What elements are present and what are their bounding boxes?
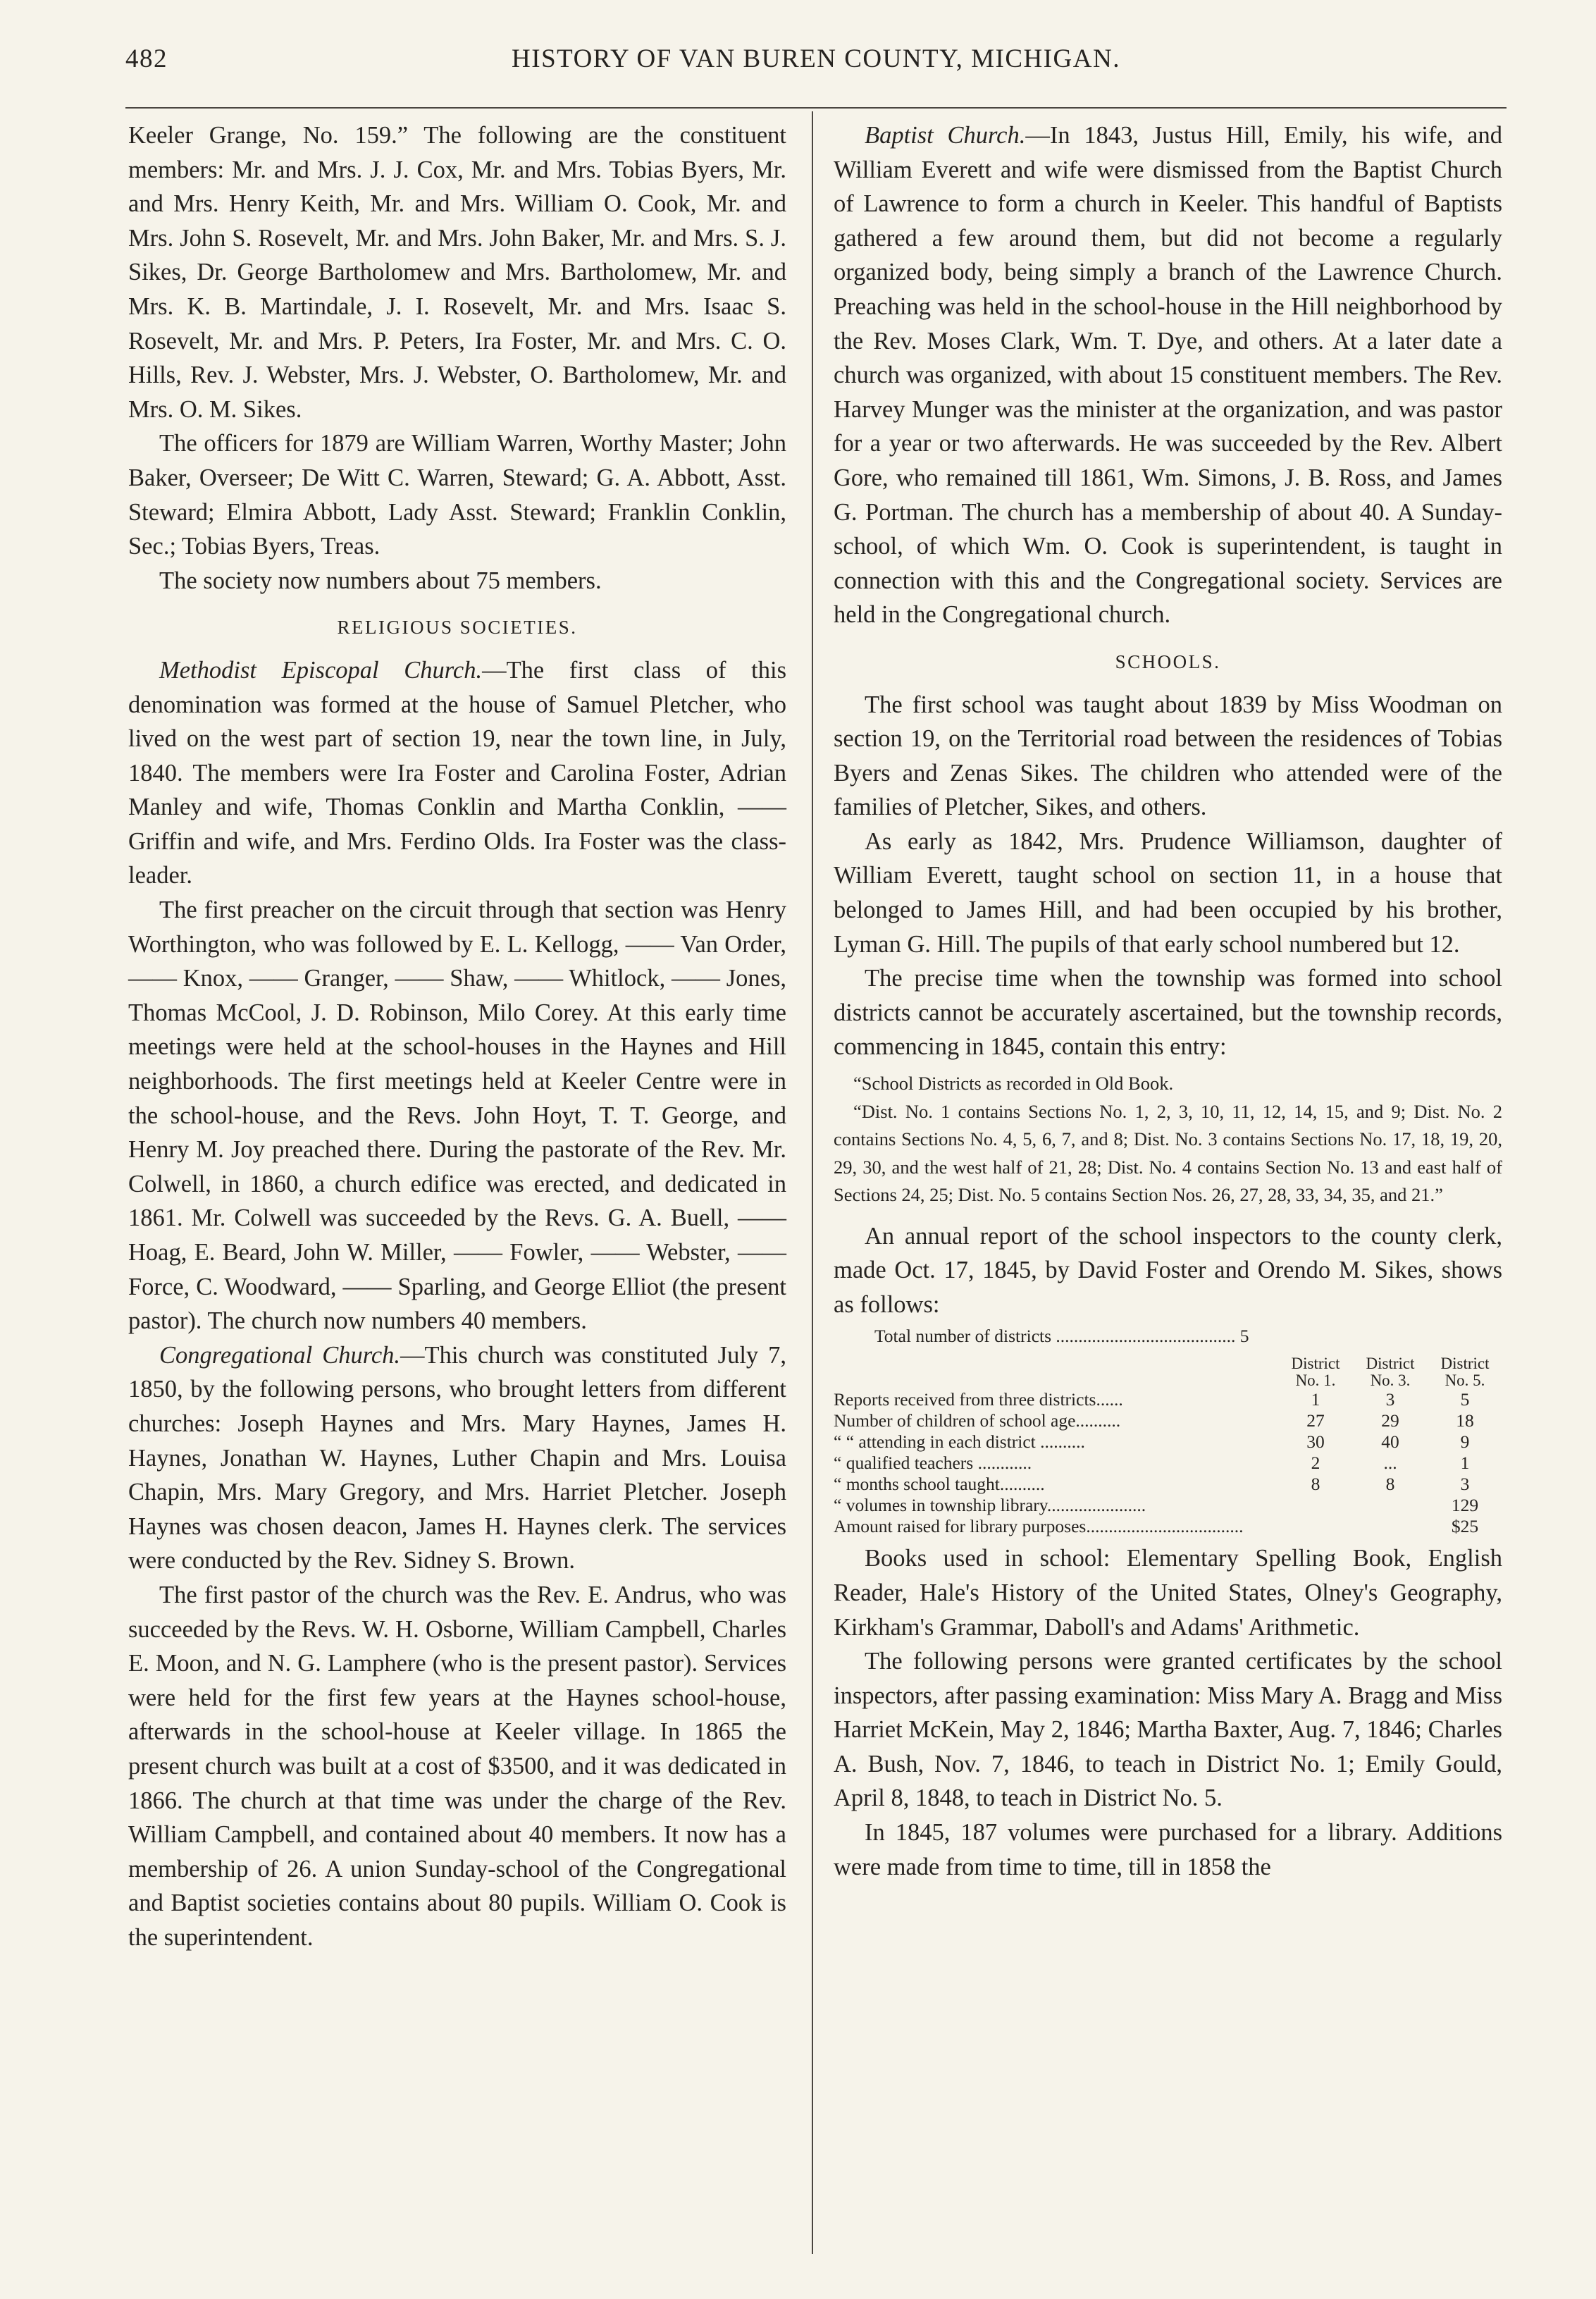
- cell-value: 27: [1306, 1410, 1325, 1431]
- quote-heading: “School Districts as recorded in Old Book.: [853, 1073, 1174, 1095]
- congregational-text: —This church was constituted July 7, 1850, by the following persons, who brought letters from different churches: Joseph Haynes and Mrs. Mary Haynes, James H. Haynes, Jonathan W. Haynes, Luther Chapin and Mrs. Louisa Chapin, Mrs. Mary Gregory, and Mrs. Harriet Pletcher. Joseph Haynes was chosen deacon, James H. Haynes clerk. The services were conducted by the Rev. Sidney S. Brown.: [128, 1341, 786, 1574]
- library-paragraph: In 1845, 187 volumes were purchased for a library. Additions were made from time to time, till in 1858 the: [834, 1819, 1502, 1880]
- table-row: [834, 1389, 1502, 1410]
- cell-value: 1: [1460, 1453, 1470, 1474]
- cell-value: ...: [1383, 1453, 1397, 1474]
- column-divider: [812, 111, 813, 2254]
- table-row: [834, 1410, 1502, 1431]
- congregational-pastors-paragraph: The first pastor of the church was the Rev. E. Andrus, who was succeeded by the Revs. W. H. Osborne, William Campbell, Charles E. Moon, and N. G. Lamphere (who is the present pastor). Services were held for the first few years at the Haynes school-house, afterwards in the school-house at Keeler village. In 1865 the present church was built at a cost of $3500, and it was dedicated in 1866. The church at that time was under the charge of the Rev. William Campbell, and contained about 40 members. It now has a membership of 26. A union Sunday-school of the Congregational and Baptist societies contains about 80 pupils. William O. Cook is the superintendent.: [128, 1581, 786, 1951]
- page-header: [125, 44, 1507, 86]
- certificates-paragraph: The following persons were granted certificates by the school inspectors, after passing examination: Miss Mary A. Bragg and Miss Harriet McKein, May 2, 1846; Martha Baxter, Aug. 7, 1846; Charles A. Bush, Nov. 7, 1846, to teach in District No. 1; Emily Gould, April 8, 1848, to teach in District No. 5.: [834, 1648, 1502, 1812]
- row-label: “ “ attending in each district ..........: [834, 1431, 1085, 1453]
- cell-value: 3: [1460, 1474, 1470, 1495]
- left-column: [128, 118, 786, 1954]
- religious-societies-heading: RELIGIOUS SOCIETIES.: [337, 617, 578, 639]
- cell-value: 18: [1456, 1410, 1474, 1431]
- cell-value: 30: [1306, 1431, 1325, 1453]
- cell-value: 9: [1460, 1431, 1470, 1453]
- grange-officers-paragraph: The officers for 1879 are William Warren, Worthy Master; John Baker, Overseer; De Witt C. Warren, Steward; G. A. Abbott, Asst. Steward; Elmira Abbott, Lady Asst. Steward; Franklin Conklin, Sec.; Tobias Byers, Treas.: [128, 430, 786, 560]
- baptist-paragraph: [834, 118, 1502, 632]
- early-school-paragraph: As early as 1842, Mrs. Prudence Williamson, daughter of William Everett, taught school on section 11, in a house that belonged to James Hill, and had been occupied by his brother, Lyman G. Hill. The pupils of that early school numbered but 12.: [834, 827, 1502, 958]
- first-school-paragraph: The first school was taught about 1839 by Miss Woodman on section 19, on the Territorial road between the residences of Tobias Byers and Zenas Sikes. The children who attended were of the families of Pletcher, Sikes, and others.: [834, 691, 1502, 821]
- report-intro-paragraph: An annual report of the school inspectors to the county clerk, made Oct. 17, 1845, by David Foster and Orendo M. Sikes, shows as follows:: [834, 1222, 1502, 1318]
- right-column: [834, 118, 1502, 1884]
- table-row: [834, 1495, 1502, 1516]
- school-report-table: [834, 1326, 1502, 1537]
- column-header: District No. 1.: [1291, 1355, 1340, 1390]
- table-row: [834, 1431, 1502, 1453]
- methodist-paragraph: [128, 653, 786, 893]
- books-paragraph: Books used in school: Elementary Spelling Book, English Reader, Hale's History of the United States, Olney's Geography, Kirkham's Grammar, Daboll's and Adams' Arithmetic.: [834, 1545, 1502, 1641]
- methodist-preachers-paragraph: The first preacher on the circuit through that section was Henry Worthington, who was followed by E. L. Kellogg, —— Van Order, —— Knox, —— Granger, —— Shaw, —— Whitlock, —— Jones, Thomas McCool, J. D. Robinson, Milo Corey. At this early time meetings were held at the school-houses in the Haynes and Hill neighborhoods. The first meetings held at Keeler Centre were in the school-house, and the Revs. John Hoyt, T. T. George, and Henry M. Joy preached there. During the pastorate of the Rev. Mr. Colwell, in 1860, a church edifice was erected, and dedicated in 1861. Mr. Colwell was succeeded by the Revs. G. A. Buell, —— Hoag, E. Beard, John W. Miller, —— Fowler, —— Webster, —— Force, C. Woodward, —— Sparling, and George Elliot (the present pastor). The church now numbers 40 members.: [128, 896, 786, 1335]
- column-header: District No. 3.: [1366, 1355, 1415, 1390]
- header-rule: [125, 107, 1507, 109]
- total-districts-value: 5: [1239, 1326, 1249, 1347]
- congregational-title: Congregational Church.: [159, 1341, 401, 1369]
- cell-value: 3: [1385, 1389, 1395, 1410]
- row-label: Number of children of school age..........: [834, 1410, 1121, 1431]
- running-title: HISTORY OF VAN BUREN COUNTY, MICHIGAN.: [512, 44, 1120, 73]
- total-districts-row: [874, 1326, 1502, 1347]
- cell-value: 129: [1451, 1495, 1479, 1516]
- table-row: [834, 1516, 1502, 1537]
- page-number: 482: [125, 44, 168, 73]
- methodist-text: —The first class of this denomination was formed at the house of Samuel Pletcher, who lived on the west part of section 19, near the town line, in July, 1840. The members were Ira Foster and Carolina Foster, Adrian Manley and wife, Thomas Conklin and Martha Conklin, —— Griffin and wife, and Mrs. Ferdino Olds. Ira Foster was the class-leader.: [128, 656, 787, 889]
- cell-value: 8: [1311, 1474, 1320, 1495]
- row-label: “ volumes in township library......................: [834, 1495, 1146, 1516]
- column-header: District No. 5.: [1440, 1355, 1490, 1390]
- grange-membership-paragraph: The society now numbers about 75 members.: [159, 567, 602, 594]
- schools-heading: SCHOOLS.: [1115, 651, 1221, 672]
- grange-members-paragraph: Keeler Grange, No. 159.” The following are the constituent members: Mr. and Mrs. J. J. Cox, Mr. and Mrs. Tobias Byers, Mr. and Mrs. Henry Keith, Mr. and Mrs. William O. Cook, Mr. and Mrs. John S. Rosevelt, Mr. and Mrs. John Baker, Mr. and Mrs. S. J. Sikes, Dr. George Bartholomew and Mrs. Bartholomew, Mr. and Mrs. K. B. Martindale, J. I. Rosevelt, Mr. and Mrs. Isaac S. Rosevelt, Mr. and Mrs. P. Peters, Ira Foster, Mr. and Mrs. C. O. Hills, Rev. J. Webster, Mrs. J. Webster, O. Bartholomew, Mr. and Mrs. O. M. Sikes.: [128, 122, 786, 423]
- row-label: “ months school taught..........: [834, 1474, 1045, 1495]
- district-records-quote: [834, 1070, 1502, 1209]
- methodist-title: Methodist Episcopal Church.: [159, 656, 483, 684]
- baptist-title: Baptist Church.: [865, 122, 1026, 149]
- congregational-paragraph: [128, 1338, 786, 1578]
- total-districts-label: Total number of districts ........................................: [874, 1326, 1236, 1347]
- cell-value: 8: [1385, 1474, 1395, 1495]
- table-row: [834, 1474, 1502, 1495]
- cell-value: 29: [1381, 1410, 1399, 1431]
- row-label: Amount raised for library purposes...................................: [834, 1516, 1244, 1537]
- table-header-row: [834, 1355, 1502, 1389]
- cell-value: 5: [1460, 1389, 1470, 1410]
- cell-value: 2: [1311, 1453, 1320, 1474]
- baptist-text: —In 1843, Justus Hill, Emily, his wife, and William Everett and wife were dismissed from the Baptist Church of Lawrence to form a church in Keeler. This handful of Baptists gathered a few around them, but did not become a regularly organized body, being simply a branch of the Lawrence Church. Preaching was held in the school-house in the Hill neighborhood by the Rev. Moses Clark, Wm. T. Dye, and others. At a later date a church was organized, with about 15 constituent members. The Rev. Harvey Munger was the minister at the organization, and was pastor for a year or two afterwards. He was succeeded by the Rev. Albert Gore, who remained till 1861, Wm. Simons, J. B. Ross, and James G. Portman. The church has a membership of about 40. A Sunday-school, of which Wm. O. Cook is superintendent, is taught in connection with this and the Congregational society. Services are held in the Congregational church.: [834, 122, 1502, 629]
- row-label: “ qualified teachers ............: [834, 1453, 1032, 1474]
- districts-paragraph: The precise time when the township was formed into school districts cannot be accurately ascertained, but the township records, commencing in 1845, contain this entry:: [834, 965, 1502, 1061]
- quote-districts: “Dist. No. 1 contains Sections No. 1, 2, 3, 10, 11, 12, 14, 15, and 9; Dist. No. 2 contains Sections No. 4, 5, 6, 7, and 8; Dist. No. 3 contains Sections No. 17, 18, 19, 20, 29, 30, and the west half of 21, 28; Dist. No. 4 contains Section No. 13 and east half of Sections 24, 25; Dist. No. 5 contains Section Nos. 26, 27, 28, 33, 34, 35, and 21.”: [834, 1100, 1502, 1206]
- cell-value: 40: [1381, 1431, 1399, 1453]
- cell-value: 1: [1311, 1389, 1320, 1410]
- row-label: Reports received from three districts......: [834, 1389, 1123, 1410]
- cell-value: $25: [1451, 1516, 1479, 1537]
- table-row: [834, 1453, 1502, 1474]
